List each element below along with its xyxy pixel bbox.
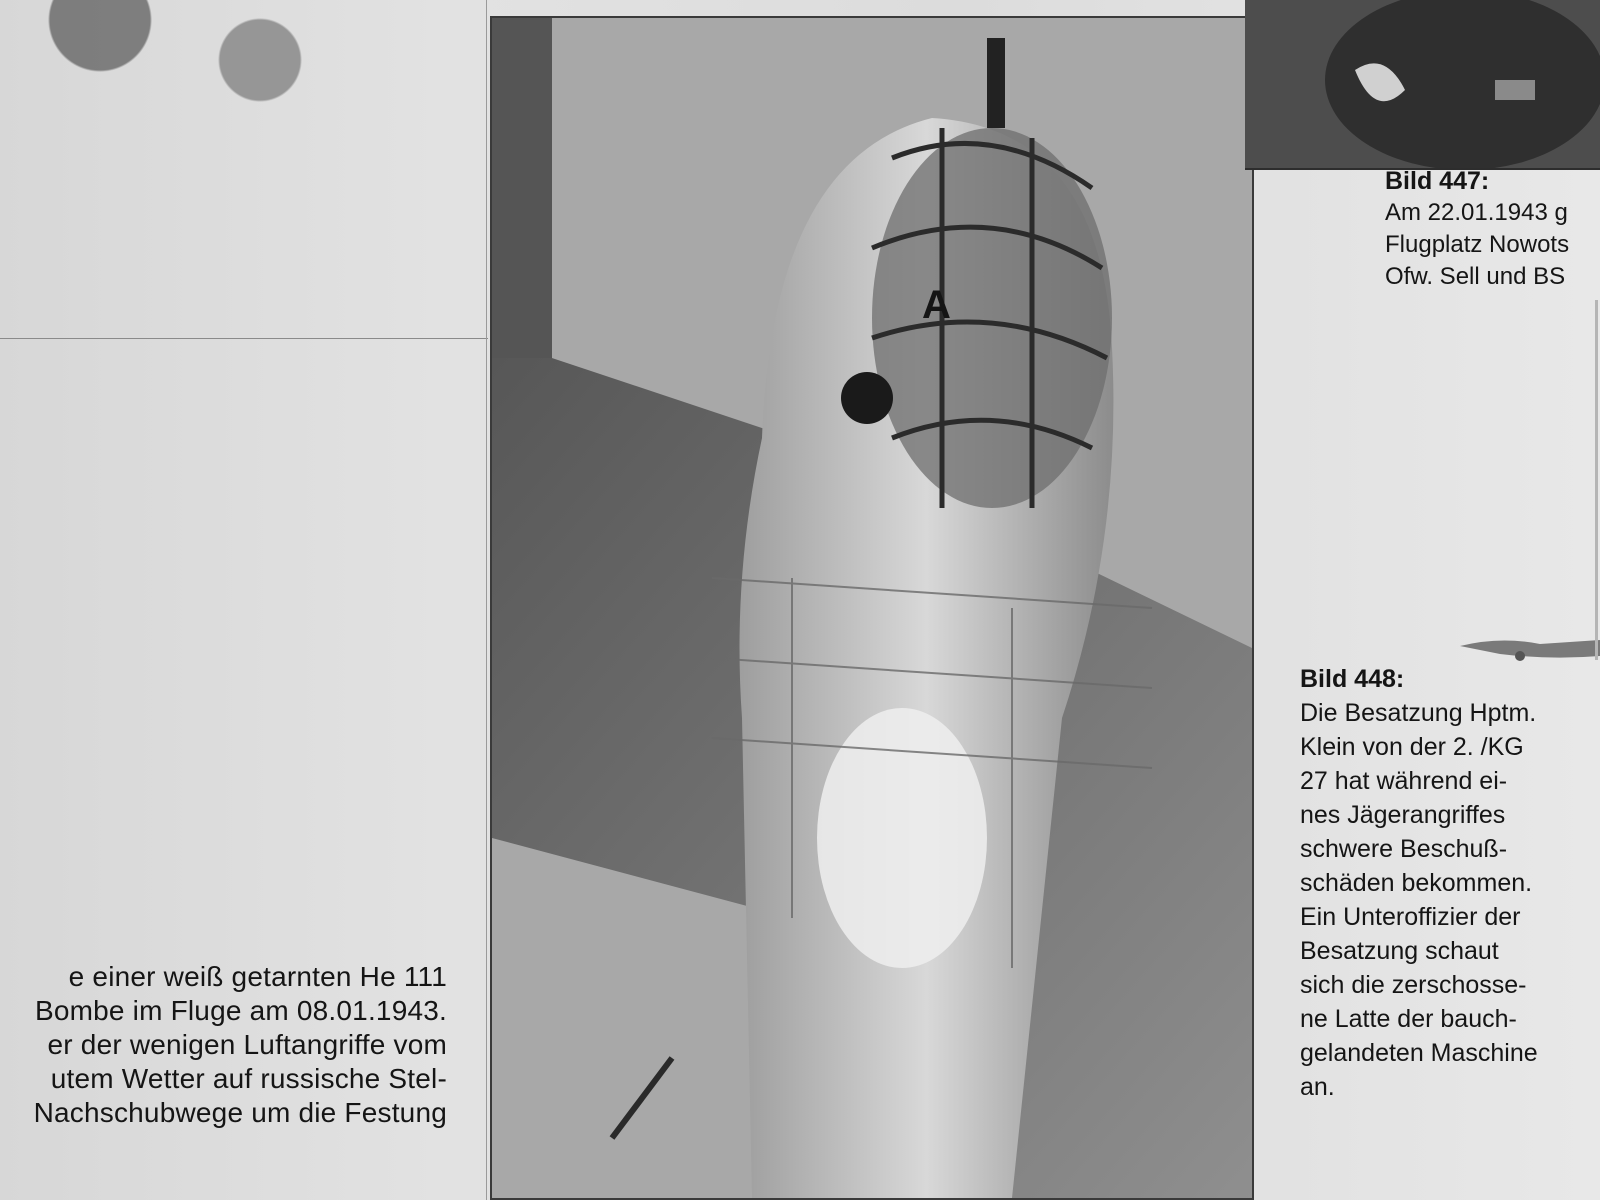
caption-448-line-2: Klein von der 2. /KG [1300, 733, 1524, 761]
caption-448-line-6: schäden bekommen. [1300, 869, 1533, 897]
left-engine-nacelle [492, 18, 552, 358]
caption-bild-448 [1300, 662, 1600, 1104]
caption-448-line-1: Die Besatzung Hptm. [1300, 699, 1537, 727]
caption-447-line-2: Flugplatz Nowots [1385, 231, 1570, 258]
caption-447-title: Bild 447: [1385, 167, 1490, 195]
soldier-photo [1245, 0, 1600, 168]
caption-448-line-9: sich die zerschosse- [1300, 971, 1527, 999]
gun-barrel [987, 38, 1005, 128]
he111-bomber-photo [490, 16, 1254, 1200]
window-port [841, 372, 893, 424]
left-caption-line-5: Nachschubwege um die Festung [33, 1097, 447, 1128]
left-caption-line-4: utem Wetter auf russische Stel- [50, 1063, 447, 1094]
glazed-cockpit [872, 128, 1112, 508]
left-photo-caption [0, 960, 447, 1130]
caption-447-line-3: Ofw. Sell und BS [1385, 263, 1566, 290]
top-right-photo-fragment [1245, 0, 1600, 170]
small-aircraft-silhouette [1460, 626, 1600, 666]
caption-448-line-11: gelandeten Maschine [1300, 1039, 1538, 1067]
caption-448-line-8: Besatzung schaut [1300, 937, 1499, 965]
caption-448-line-4: nes Jägerangriffes [1300, 801, 1506, 829]
caption-448-line-10: ne Latte der bauch- [1300, 1005, 1517, 1033]
left-caption-line-1: e einer weiß getarnten He 111 [68, 961, 447, 992]
caption-448-line-12: an. [1300, 1073, 1335, 1101]
aircraft-illustration [492, 18, 1252, 1198]
left-caption-line-3: er der wenigen Luftangriffe vom [47, 1029, 447, 1060]
caption-448-line-3: 27 hat während ei- [1300, 767, 1508, 795]
caption-448-line-5: schwere Beschuß- [1300, 835, 1508, 863]
top-left-photo-fragment [0, 0, 360, 150]
photo-frame-vertical-divider [486, 0, 487, 1200]
caption-448-title: Bild 448: [1300, 665, 1405, 693]
aircraft-marking: A [922, 283, 951, 327]
page-edge-line [1595, 300, 1598, 660]
photo-frame-divider [0, 338, 488, 339]
caption-447-line-1: Am 22.01.1943 g [1385, 199, 1568, 226]
caption-448-line-7: Ein Unteroffizier der [1300, 903, 1521, 931]
left-caption-line-2: Bombe im Fluge am 08.01.1943. [34, 995, 447, 1026]
caption-bild-447 [1385, 165, 1600, 293]
